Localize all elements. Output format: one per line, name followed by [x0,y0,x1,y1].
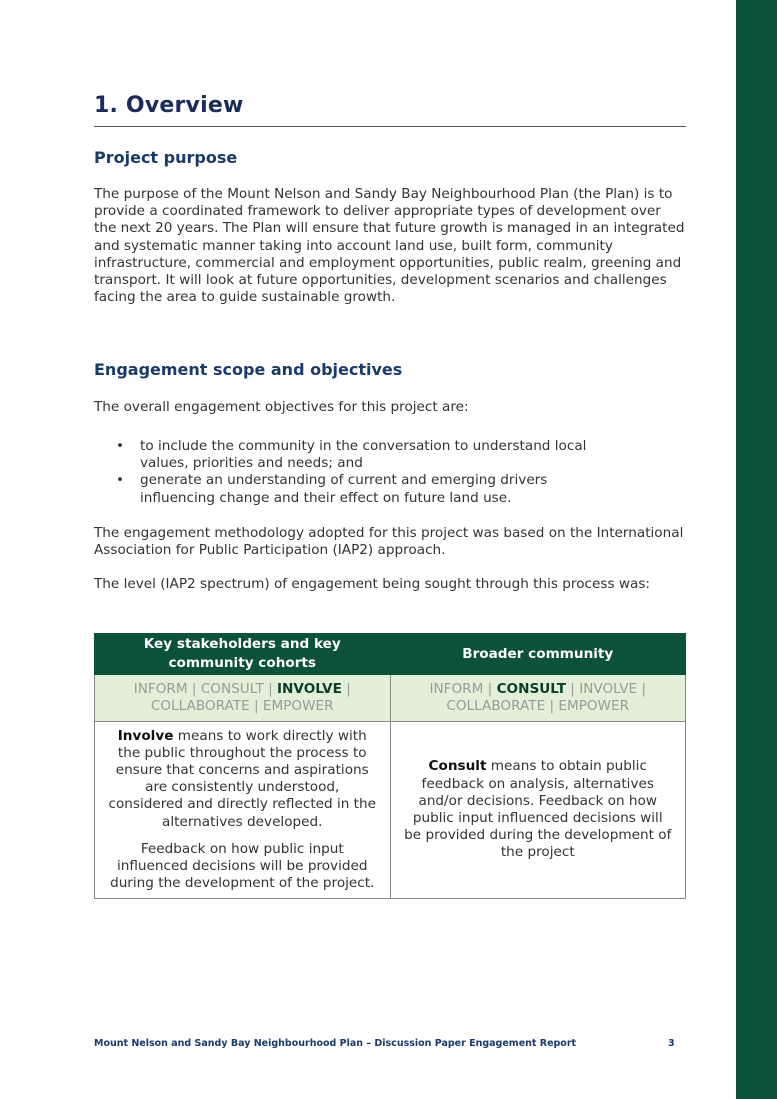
level-collaborate: COLLABORATE [446,698,546,714]
objectives-list [94,438,686,507]
involve-term: Involve [117,727,174,744]
level-empower: EMPOWER [558,698,630,714]
involve-description [107,728,378,831]
list-item-text: to include the community in the conversation to understand local values, priorities and needs; and [140,438,587,472]
engagement-heading: Engagement scope and objectives [94,360,403,379]
bullet-icon: • [116,438,125,454]
level-involve: INVOLVE [277,681,342,697]
heading-rule [94,126,686,127]
involve-text: means to work directly with the public throughout the process to ensure that concerns and aspirations are consistently understood, considered and directly reflected in the alternatives developed. [108,727,376,830]
methodology-paragraph: The engagement methodology adopted for this project was based on the International Association for Public Participation (IAP2) approach. [94,525,684,559]
desc-cell-broader [390,722,686,899]
involve-feedback: Feedback on how public input influenced decisions will be provided during the development of the project. [110,840,375,892]
col-header-broader-community: Broader community [390,634,686,675]
table-header-row [95,634,686,675]
level-consult: CONSULT [200,681,264,697]
list-item [94,438,610,472]
footer-title: Mount Nelson and Sandy Bay Neighbourhood Plan – Discussion Paper Engagement Report [94,1038,577,1049]
levels-row [95,675,686,722]
consult-description [403,758,674,861]
purpose-paragraph: The purpose of the Mount Nelson and Sandy Bay Neighbourhood Plan (the Plan) is to provide a coordinated framework to deliver appropriate types of development over the next 20 years. The Plan will ensure that future growth is managed in an integrated and systematic manner taking into account land use, built form, community infrastructure, commercial and employment opportunities, public realm, greening and transport. It will look at future opportunities, development scenarios and challenges facing the area to guide sustainable growth. [94,186,685,306]
side-color-band [736,0,777,1099]
level-inform: INFORM [429,681,484,697]
consult-text: means to obtain public feedback on analysis, alternatives and/or decisions. Feedback on how public input influenced decisions will be provided during the development of the project [404,758,672,861]
level-intro: The level (IAP2 spectrum) of engagement being sought through this process was: [94,576,650,592]
page-number: 3 [668,1038,675,1049]
list-item-text: generate an understanding of current and emerging drivers influencing change and their effect on future land use. [140,472,548,506]
level-inform: INFORM [133,681,188,697]
level-collaborate: COLLABORATE [150,698,250,714]
bullet-icon: • [116,472,125,489]
level-consult: CONSULT [496,681,566,697]
description-row [95,722,686,899]
col-header-stakeholders: Key stakeholders and key community cohorts [95,634,391,675]
list-item [94,472,610,506]
levels-cell-broader: INFORM | CONSULT | INVOLVE | COLLABORATE | EMPOWER [390,675,686,722]
consult-term: Consult [428,758,487,775]
page-heading: 1. Overview [94,93,244,118]
levels-cell-stakeholders: INFORM | CONSULT | INVOLVE | COLLABORATE | EMPOWER [95,675,391,722]
iap2-spectrum-table [94,633,686,899]
level-empower: EMPOWER [262,698,334,714]
engagement-intro: The overall engagement objectives for this project are: [94,399,469,415]
level-involve: INVOLVE [579,681,638,697]
purpose-heading: Project purpose [94,148,238,167]
desc-cell-stakeholders [95,722,391,899]
